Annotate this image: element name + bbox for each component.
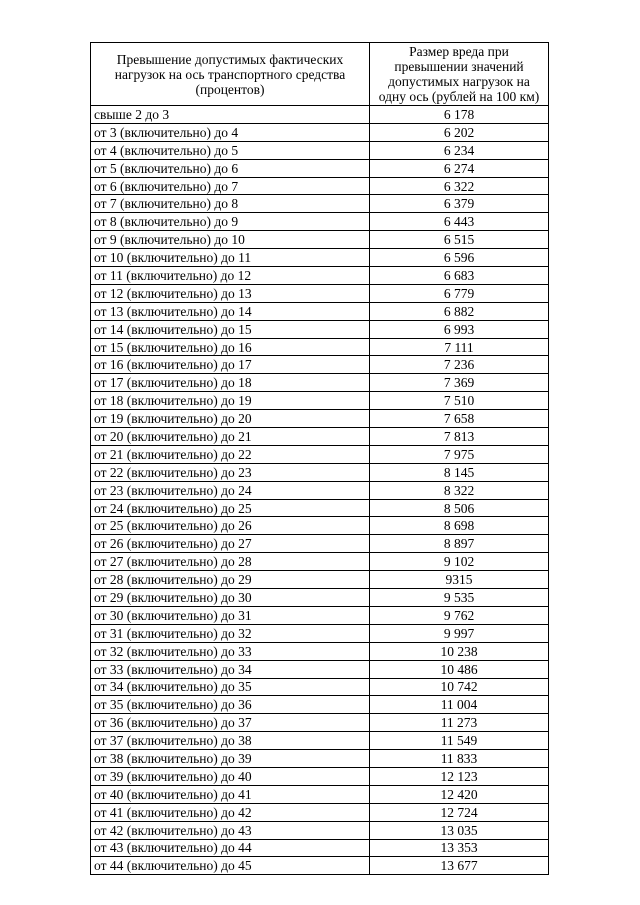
damage-amount-cell: 6 515 xyxy=(370,231,549,249)
overload-range-cell: от 4 (включительно) до 5 xyxy=(91,141,370,159)
table-row xyxy=(91,428,549,446)
table-row xyxy=(91,463,549,481)
table-row xyxy=(91,642,549,660)
overload-range-cell: от 43 (включительно) до 44 xyxy=(91,839,370,857)
table-row xyxy=(91,374,549,392)
table-row xyxy=(91,159,549,177)
table-row xyxy=(91,553,549,571)
damage-amount-cell: 6 779 xyxy=(370,284,549,302)
damage-amount-cell: 6 202 xyxy=(370,123,549,141)
overload-range-cell: от 26 (включительно) до 27 xyxy=(91,535,370,553)
table-row xyxy=(91,785,549,803)
damage-amount-cell: 6 322 xyxy=(370,177,549,195)
overload-range-cell: от 17 (включительно) до 18 xyxy=(91,374,370,392)
damage-amount-cell: 8 322 xyxy=(370,481,549,499)
table-row xyxy=(91,123,549,141)
table-row xyxy=(91,177,549,195)
overload-range-cell: от 32 (включительно) до 33 xyxy=(91,642,370,660)
damage-amount-cell: 7 236 xyxy=(370,356,549,374)
overload-range-cell: от 41 (включительно) до 42 xyxy=(91,803,370,821)
overload-range-cell: от 10 (включительно) до 11 xyxy=(91,249,370,267)
table-row xyxy=(91,445,549,463)
overload-range-cell: от 19 (включительно) до 20 xyxy=(91,410,370,428)
damage-amount-cell: 13 353 xyxy=(370,839,549,857)
overload-range-cell: от 14 (включительно) до 15 xyxy=(91,320,370,338)
table-row xyxy=(91,660,549,678)
table-row xyxy=(91,732,549,750)
table-row xyxy=(91,750,549,768)
overload-range-cell: от 22 (включительно) до 23 xyxy=(91,463,370,481)
damage-amount-cell: 6 993 xyxy=(370,320,549,338)
table-row xyxy=(91,356,549,374)
damage-amount-cell: 8 897 xyxy=(370,535,549,553)
table-row xyxy=(91,678,549,696)
table-row xyxy=(91,249,549,267)
damage-amount-cell: 7 813 xyxy=(370,428,549,446)
overload-range-cell: от 42 (включительно) до 43 xyxy=(91,821,370,839)
table-row xyxy=(91,141,549,159)
table-row xyxy=(91,857,549,875)
table-row xyxy=(91,231,549,249)
overload-range-cell: от 34 (включительно) до 35 xyxy=(91,678,370,696)
damage-amount-cell: 10 238 xyxy=(370,642,549,660)
table-row xyxy=(91,589,549,607)
table-row xyxy=(91,410,549,428)
damage-amount-cell: 9 535 xyxy=(370,589,549,607)
damage-amount-cell: 11 273 xyxy=(370,714,549,732)
overload-range-cell: от 37 (включительно) до 38 xyxy=(91,732,370,750)
overload-range-cell: от 6 (включительно) до 7 xyxy=(91,177,370,195)
overload-range-cell: от 27 (включительно) до 28 xyxy=(91,553,370,571)
overload-range-cell: от 11 (включительно) до 12 xyxy=(91,267,370,285)
table-row xyxy=(91,213,549,231)
damage-amount-cell: 7 510 xyxy=(370,392,549,410)
table-row xyxy=(91,821,549,839)
table-row xyxy=(91,696,549,714)
table-row xyxy=(91,714,549,732)
overload-range-cell: от 15 (включительно) до 16 xyxy=(91,338,370,356)
table-row xyxy=(91,320,549,338)
damage-amount-cell: 6 379 xyxy=(370,195,549,213)
table-row xyxy=(91,195,549,213)
damage-amount-cell: 9315 xyxy=(370,571,549,589)
header-row xyxy=(91,43,549,106)
table-body xyxy=(91,106,549,875)
overload-range-cell: от 30 (включительно) до 31 xyxy=(91,606,370,624)
overload-range-cell: от 24 (включительно) до 25 xyxy=(91,499,370,517)
table-row xyxy=(91,481,549,499)
damage-amount-cell: 12 123 xyxy=(370,767,549,785)
damage-amount-cell: 9 102 xyxy=(370,553,549,571)
table-row xyxy=(91,267,549,285)
overload-range-cell: от 21 (включительно) до 22 xyxy=(91,445,370,463)
overload-range-cell: от 29 (включительно) до 30 xyxy=(91,589,370,607)
overload-range-cell: от 9 (включительно) до 10 xyxy=(91,231,370,249)
table-row xyxy=(91,284,549,302)
overload-range-cell: от 33 (включительно) до 34 xyxy=(91,660,370,678)
overload-range-cell: от 25 (включительно) до 26 xyxy=(91,517,370,535)
damage-amount-cell: 6 683 xyxy=(370,267,549,285)
damage-amount-cell: 6 234 xyxy=(370,141,549,159)
table-row xyxy=(91,392,549,410)
overload-range-cell: от 38 (включительно) до 39 xyxy=(91,750,370,768)
damage-amount-cell: 7 111 xyxy=(370,338,549,356)
damage-amount-cell: 8 506 xyxy=(370,499,549,517)
table-row xyxy=(91,517,549,535)
damage-amount-cell: 9 762 xyxy=(370,606,549,624)
damage-amount-cell: 8 698 xyxy=(370,517,549,535)
overload-range-cell: от 31 (включительно) до 32 xyxy=(91,624,370,642)
damage-rate-table xyxy=(90,42,549,875)
damage-amount-cell: 11 004 xyxy=(370,696,549,714)
overload-range-cell: от 8 (включительно) до 9 xyxy=(91,213,370,231)
table-row xyxy=(91,499,549,517)
damage-amount-cell: 12 724 xyxy=(370,803,549,821)
overload-range-cell: от 20 (включительно) до 21 xyxy=(91,428,370,446)
table-row xyxy=(91,839,549,857)
overload-range-cell: от 16 (включительно) до 17 xyxy=(91,356,370,374)
header-overload-percent: Превышение допустимых фактических нагрузок на ось транспортного средства (процентов) xyxy=(91,43,370,106)
damage-amount-cell: 10 742 xyxy=(370,678,549,696)
damage-amount-cell: 7 369 xyxy=(370,374,549,392)
damage-amount-cell: 11 833 xyxy=(370,750,549,768)
table-row xyxy=(91,571,549,589)
header-damage-amount: Размер вреда при превышении значений допустимых нагрузок на одну ось (рублей на 100 км) xyxy=(370,43,549,106)
overload-range-cell: от 40 (включительно) до 41 xyxy=(91,785,370,803)
overload-range-cell: от 36 (включительно) до 37 xyxy=(91,714,370,732)
damage-amount-cell: 6 596 xyxy=(370,249,549,267)
table-row xyxy=(91,535,549,553)
overload-range-cell: от 44 (включительно) до 45 xyxy=(91,857,370,875)
damage-amount-cell: 6 443 xyxy=(370,213,549,231)
overload-range-cell: от 3 (включительно) до 4 xyxy=(91,123,370,141)
damage-amount-cell: 11 549 xyxy=(370,732,549,750)
damage-amount-cell: 7 658 xyxy=(370,410,549,428)
overload-range-cell: от 35 (включительно) до 36 xyxy=(91,696,370,714)
damage-amount-cell: 8 145 xyxy=(370,463,549,481)
overload-range-cell: от 7 (включительно) до 8 xyxy=(91,195,370,213)
damage-amount-cell: 13 035 xyxy=(370,821,549,839)
table-row xyxy=(91,803,549,821)
damage-amount-cell: 9 997 xyxy=(370,624,549,642)
damage-amount-cell: 6 178 xyxy=(370,106,549,124)
overload-range-cell: от 23 (включительно) до 24 xyxy=(91,481,370,499)
damage-amount-cell: 7 975 xyxy=(370,445,549,463)
table-row xyxy=(91,106,549,124)
overload-range-cell: от 13 (включительно) до 14 xyxy=(91,302,370,320)
table-row xyxy=(91,302,549,320)
overload-range-cell: от 12 (включительно) до 13 xyxy=(91,284,370,302)
table-row xyxy=(91,767,549,785)
table-row xyxy=(91,606,549,624)
damage-amount-cell: 10 486 xyxy=(370,660,549,678)
damage-amount-cell: 6 882 xyxy=(370,302,549,320)
overload-range-cell: от 5 (включительно) до 6 xyxy=(91,159,370,177)
damage-amount-cell: 13 677 xyxy=(370,857,549,875)
table-row xyxy=(91,624,549,642)
damage-amount-cell: 6 274 xyxy=(370,159,549,177)
damage-amount-cell: 12 420 xyxy=(370,785,549,803)
table-header xyxy=(91,43,549,106)
overload-range-cell: от 39 (включительно) до 40 xyxy=(91,767,370,785)
table-row xyxy=(91,338,549,356)
overload-range-cell: от 28 (включительно) до 29 xyxy=(91,571,370,589)
overload-range-cell: от 18 (включительно) до 19 xyxy=(91,392,370,410)
overload-range-cell: свыше 2 до 3 xyxy=(91,106,370,124)
